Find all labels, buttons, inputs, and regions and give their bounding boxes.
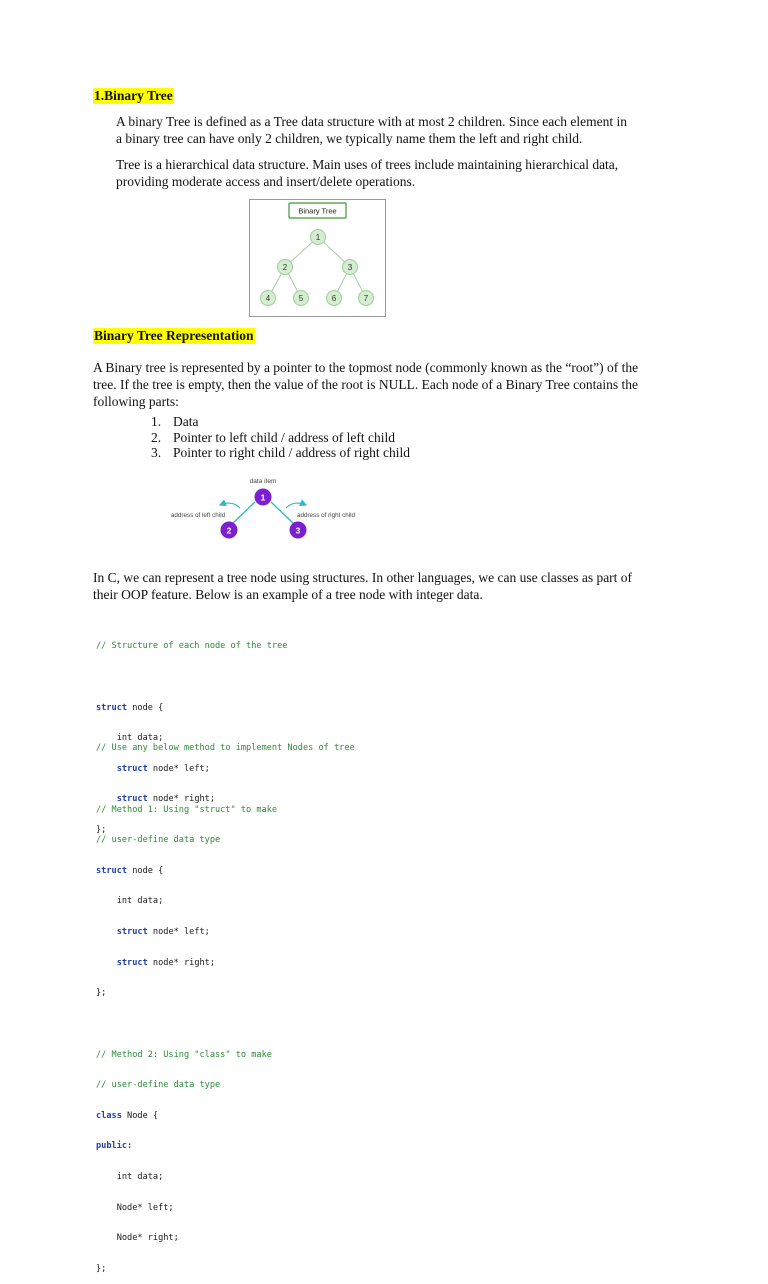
code-line: int data; <box>96 733 164 744</box>
tree-title: Binary Tree <box>298 206 337 216</box>
code-line: Node* left; <box>96 1202 174 1213</box>
list-item-text: Pointer to right child / address of right child <box>173 445 410 460</box>
list-item-text: Data <box>173 414 199 429</box>
uses-line-1: Tree is a hierarchical data structure. Main uses of trees include maintaining hierarchical data, <box>116 157 619 172</box>
uses-paragraph <box>116 156 716 190</box>
code-keyword: struct <box>116 794 148 805</box>
right-child-node-label: 3 <box>295 525 301 536</box>
code-line <box>96 1111 355 1121</box>
left-child-node-label: 2 <box>226 525 232 536</box>
data-item-label: data item <box>249 478 277 485</box>
tree-node-6 <box>327 291 342 306</box>
tree-node-5 <box>294 291 309 306</box>
right-child-label: address of right child <box>296 512 356 519</box>
tree-node-7 <box>359 291 374 306</box>
intro-line-1: A binary Tree is defined as a Tree data structure with at most 2 children. Since each element in <box>116 114 627 129</box>
root-node <box>255 489 272 506</box>
code-blank <box>96 774 355 784</box>
code-comment: // Structure of each node of the tree <box>96 641 288 652</box>
code-keyword: class <box>96 1110 122 1121</box>
code-line: int data; <box>96 1171 164 1182</box>
code-line: Node* right; <box>96 1233 179 1244</box>
tree-node-6-label: 6 <box>331 294 337 303</box>
code-line: int data; <box>96 896 164 907</box>
code-line <box>96 866 355 876</box>
code-keyword: public: <box>96 1141 133 1152</box>
code-comment: // user-define data type <box>96 835 221 846</box>
tree-node-1 <box>311 230 326 245</box>
representation-line-3: following parts: <box>93 394 179 409</box>
code-keyword: struct <box>96 865 128 876</box>
list-item-number: 3. <box>151 445 162 460</box>
tree-node-2 <box>278 260 293 275</box>
code-text: node* right; <box>147 957 216 968</box>
list-item-number: 2. <box>151 429 162 445</box>
code-text: Node { <box>121 1110 159 1121</box>
uses-line-2: providing moderate access and insert/delete operations. <box>116 174 416 189</box>
code-text: node* left; <box>147 763 210 774</box>
code-comment: // Method 1: Using "struct" to make <box>96 804 278 815</box>
c-structures-line-2: their OOP feature. Below is an example of a tree node with integer data. <box>93 587 483 602</box>
node-structure-figure <box>160 472 370 544</box>
tree-node-1-label: 1 <box>315 233 321 242</box>
code-line <box>96 927 355 937</box>
representation-paragraph <box>93 359 733 410</box>
tree-node-4 <box>261 291 276 306</box>
section-heading-binary-tree: 1.Binary Tree <box>94 88 173 103</box>
tree-node-3-label: 3 <box>347 263 353 272</box>
code-text: node* right; <box>147 794 216 805</box>
code-keyword: struct <box>116 927 148 938</box>
list-item <box>151 445 410 461</box>
root-node-label: 1 <box>260 492 266 503</box>
code-keyword: struct <box>116 957 148 968</box>
tree-node-2-label: 2 <box>282 263 288 272</box>
list-item <box>151 414 410 430</box>
code-text: node { <box>127 702 164 713</box>
binary-tree-figure <box>249 199 386 317</box>
list-item <box>151 430 410 446</box>
c-structures-paragraph <box>93 569 733 603</box>
code-keyword: struct <box>96 702 128 713</box>
intro-line-2: a binary tree can have only 2 children, we typically name them the left and right child. <box>116 131 583 146</box>
intro-paragraph <box>116 113 716 147</box>
code-line: }; <box>96 988 107 999</box>
representation-line-2: tree. If the tree is empty, then the value of the root is NULL. Each node of a Binary Tree contains the <box>93 377 638 392</box>
section-heading-representation: Binary Tree Representation <box>94 328 254 343</box>
left-arrow-icon <box>220 503 240 508</box>
list-item-text: Pointer to left child / address of left child <box>173 429 395 445</box>
tree-node-3 <box>343 260 358 275</box>
right-arrow-icon <box>286 503 306 508</box>
left-child-node <box>221 522 238 539</box>
code-keyword: struct <box>116 763 148 774</box>
code-line: }; <box>96 1263 107 1274</box>
code-text: node { <box>127 865 164 876</box>
code-line: }; <box>96 825 107 836</box>
code-comment: // Use any below method to implement Nodes of tree <box>96 743 355 754</box>
tree-node-5-label: 5 <box>298 294 304 303</box>
node-parts-list <box>151 414 410 461</box>
list-item-number: 1. <box>151 414 162 429</box>
code-comment: // user-define data type <box>96 1080 221 1091</box>
left-child-label: address of left child <box>170 512 226 519</box>
tree-node-4-label: 4 <box>265 294 271 303</box>
representation-line-1: A Binary tree is represented by a pointer to the topmost node (commonly known as the “root”) of the <box>93 360 639 375</box>
c-structures-line-1: In C, we can represent a tree node using structures. In other languages, we can use classes as part of <box>93 570 633 585</box>
right-child-node <box>290 522 307 539</box>
tree-node-7-label: 7 <box>363 294 369 303</box>
code-block-methods <box>96 723 355 1284</box>
code-blank <box>96 672 287 682</box>
code-line <box>96 703 287 713</box>
code-line <box>96 958 355 968</box>
code-comment: // Method 2: Using "class" to make <box>96 1049 272 1060</box>
code-text: node* left; <box>147 927 210 938</box>
